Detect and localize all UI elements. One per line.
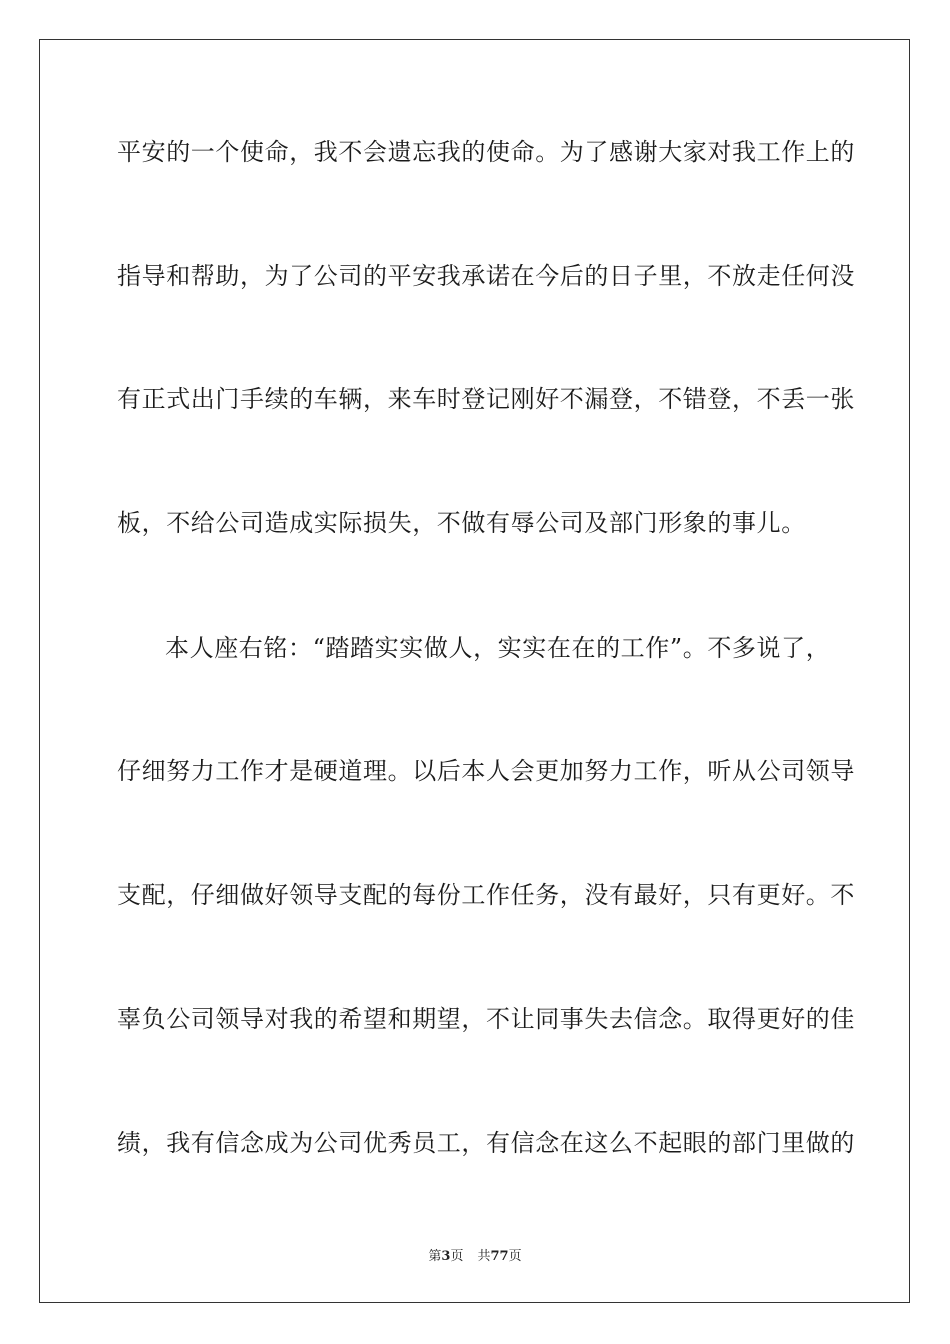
body-text-line: 有正式出门手续的车辆，来车时登记刚好不漏登，不错登，不丢一张: [117, 385, 855, 413]
body-text-line: 支配，仔细做好领导支配的每份工作任务，没有最好，只有更好。不: [117, 881, 855, 909]
page-footer: [0, 1248, 950, 1266]
body-text-line: 平安的一个使命，我不会遗忘我的使命。为了感谢大家对我工作上的: [117, 138, 855, 166]
page-prefix: 第: [428, 1249, 442, 1264]
page-number: 3: [441, 1249, 451, 1264]
page-suffix: 页: [450, 1249, 464, 1264]
page-border: [39, 39, 910, 1303]
paragraph-first-line: 本人座右铭：“踏踏实实做人，实实在在的工作”。不多说了，: [165, 634, 831, 662]
total-pages: 77: [490, 1249, 509, 1264]
body-text-line: 指导和帮助，为了公司的平安我承诺在今后的日子里，不放走任何没: [117, 262, 855, 290]
body-text-line: 绩，我有信念成为公司优秀员工，有信念在这么不起眼的部门里做的: [117, 1129, 855, 1157]
total-suffix: 页: [508, 1249, 522, 1264]
body-text-line: 板，不给公司造成实际损失，不做有辱公司及部门形象的事儿。: [117, 509, 806, 537]
total-prefix: 共: [477, 1249, 491, 1264]
body-text-line: 仔细努力工作才是硬道理。以后本人会更加努力工作，听从公司领导: [117, 757, 855, 785]
body-text-line: 辜负公司领导对我的希望和期望，不让同事失去信念。取得更好的佳: [117, 1005, 855, 1033]
